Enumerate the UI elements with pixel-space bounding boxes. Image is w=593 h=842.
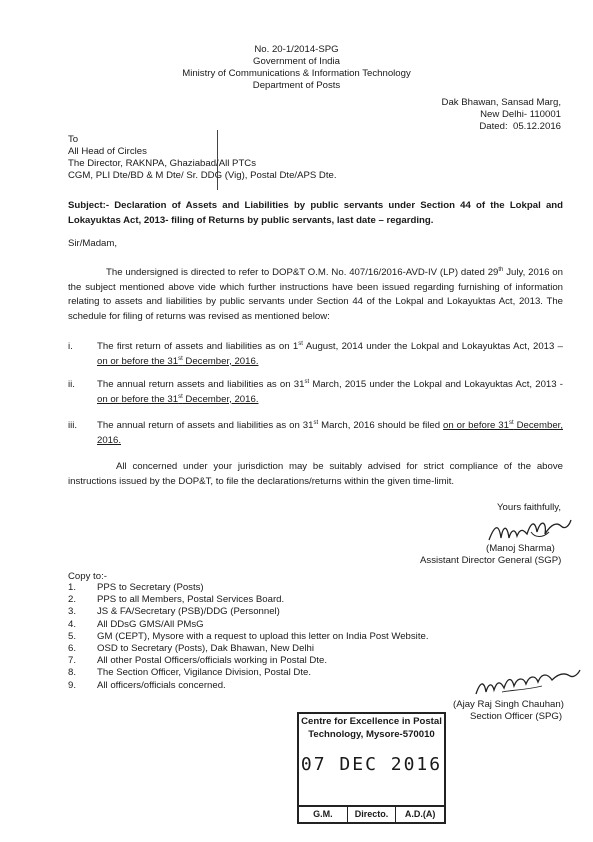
item-number: 9.: [68, 679, 77, 691]
received-stamp: [297, 712, 446, 824]
ministry-line: Ministry of Communications & Information Technology: [182, 68, 411, 79]
subject: [68, 199, 563, 228]
copy-to-label: Copy to:-: [68, 571, 107, 582]
dated-line: [479, 121, 561, 133]
deadline-b: December, 2016.: [182, 355, 259, 367]
item-number: iii.: [68, 420, 78, 431]
signatory-designation: Assistant Director General (SGP): [420, 555, 562, 566]
deadline-a: on or before the 31: [97, 355, 179, 367]
list-item: [68, 340, 563, 369]
list-item: [68, 378, 563, 407]
subject-text: Declaration of Assets and Liabilities by public servants under Section 44 of the Lokpal and Lokayuktas Act, 2013- filing of Returns by public servants, last date – regarding.: [68, 200, 563, 226]
second-signatory-designation: Section Officer (SPG): [470, 711, 563, 722]
stamp-cell-gm: G.M.: [313, 809, 333, 819]
list-item: [68, 419, 563, 448]
item-sup: st: [313, 419, 319, 426]
deadline-b: December, 2016.: [97, 420, 563, 446]
item-sup: st: [298, 340, 303, 347]
deadline-a: on or before the 31: [97, 393, 179, 405]
item-text: All DDsG GMS/All PMsG: [97, 618, 204, 630]
recipient-line-3: CGM, PLI Dte/BD & M Dte/ Sr. DDG (Vig), Postal Dte/APS Dte.: [68, 170, 337, 181]
item-text-a: The annual return of assets and liabilities as on 31: [97, 420, 314, 431]
stamp-initials-row: [299, 805, 444, 822]
item-text: OSD to Secretary (Posts), Dak Bhawan, New Delhi: [97, 642, 315, 654]
list-item: [68, 643, 428, 655]
item-deadline: [97, 394, 258, 405]
list-item: [68, 582, 428, 594]
list-item: [68, 631, 428, 643]
item-text: GM (CEPT), Mysore with a request to upload this letter on India Post Website.: [97, 630, 429, 642]
recipient-line-2: The Director, RAKNPA, Ghaziabad/All PTCs: [68, 158, 257, 169]
paragraph-2: All concerned under your jurisdiction may be suitably advised for strict compliance of the above instructions issued by the DOP&T, to file the declarations/returns within the given time-limit.: [68, 461, 563, 487]
file-number: No. 20-1/2014-SPG: [254, 44, 339, 55]
item-number: 2.: [68, 594, 77, 606]
list-item: [68, 619, 428, 631]
deadline-b: December, 2016.: [182, 393, 259, 405]
stamp-org-line-2: Technology, Mysore-570010: [308, 729, 435, 740]
copy-to-list: [68, 582, 428, 692]
list-item: [68, 606, 428, 618]
list-item: [68, 667, 428, 679]
para1-text-a: The undersigned is directed to refer to DOP&T O.M. No. 407/16/2016-AVD-IV (LP) dated 29: [106, 267, 499, 278]
recipient-line-1: All Head of Circles: [68, 146, 147, 157]
para1-sup: th: [498, 266, 504, 273]
item-text: PPS to Secretary (Posts): [97, 582, 204, 593]
stamp-cell-ad: A.D.(A): [395, 807, 444, 822]
item-text: JS & FA/Secretary (PSB)/DDG (Personnel): [97, 606, 280, 618]
stamp-cell-director: Directo.: [347, 807, 396, 822]
item-text: All officers/officials concerned.: [97, 679, 226, 691]
salutation: Sir/Madam,: [68, 238, 118, 249]
item-text-b: March, 2016 should be filed: [318, 420, 444, 431]
item-number: 4.: [68, 618, 77, 630]
item-text: PPS to all Members, Postal Services Board.: [97, 594, 285, 606]
item-text: All other Postal Officers/officials working in Postal Dte.: [97, 655, 327, 667]
item-number: 6.: [68, 642, 77, 654]
item-text: The Section Officer, Vigilance Division, Postal Dte.: [97, 667, 312, 679]
paragraph-1: [68, 266, 563, 324]
deadline-a: on or before 31: [443, 420, 509, 431]
address-line-1: Dak Bhawan, Sansad Marg,: [441, 97, 561, 108]
item-sup: st: [304, 378, 310, 385]
signature-ajay-raj-singh-chauhan: [472, 664, 582, 700]
item-deadline: [97, 356, 258, 367]
to-label: To: [68, 134, 79, 145]
para1-text-b: July, 2016 on the subject mentioned above vide which further instructions have been issued regarding furnishing of information relating to assets and liabilities by public servants under Section 44 of the Lokpal and Lokayuktas Act, 2013. The schedule for filing of returns was revised as mentioned below:: [68, 267, 563, 322]
second-signatory-name: (Ajay Raj Singh Chauhan): [453, 699, 564, 710]
deadline-sup: st: [178, 355, 183, 362]
government-line: Government of India: [253, 56, 340, 67]
closing: Yours faithfully,: [497, 502, 561, 513]
subject-label: Subject:-: [68, 200, 110, 211]
item-number: i.: [68, 341, 73, 352]
department-line: Department of Posts: [252, 80, 341, 91]
item-number: 1.: [68, 582, 77, 593]
item-number: 5.: [68, 630, 77, 642]
item-text-b: August, 2014 under the Lokpal and Lokayuktas Act, 2013 –: [302, 341, 563, 352]
list-item: [68, 655, 428, 667]
item-number: 7.: [68, 655, 77, 667]
date-label: Dated:: [479, 121, 508, 132]
stamp-date: 07 DEC 2016: [300, 754, 443, 775]
deadline-sup: st: [178, 393, 183, 400]
date-value: 05.12.2016: [512, 121, 561, 132]
list-item: [68, 680, 428, 692]
item-number: ii.: [68, 379, 75, 390]
item-number: 3.: [68, 606, 77, 618]
address-line-2: New Delhi- 110001: [480, 109, 561, 120]
item-text-a: The annual return assets and liabilities as on 31: [97, 379, 305, 390]
signatory-name: (Manoj Sharma): [486, 543, 555, 554]
item-text-a: The first return of assets and liabilities as on 1: [97, 341, 299, 352]
item-number: 8.: [68, 667, 77, 679]
item-text-b: March, 2015 under the Lokpal and Lokayuktas Act, 2013 -: [309, 379, 563, 390]
list-item: [68, 594, 428, 606]
deadline-sup: st: [508, 419, 514, 426]
stamp-org-line-1: Centre for Excellence in Postal: [301, 716, 442, 727]
